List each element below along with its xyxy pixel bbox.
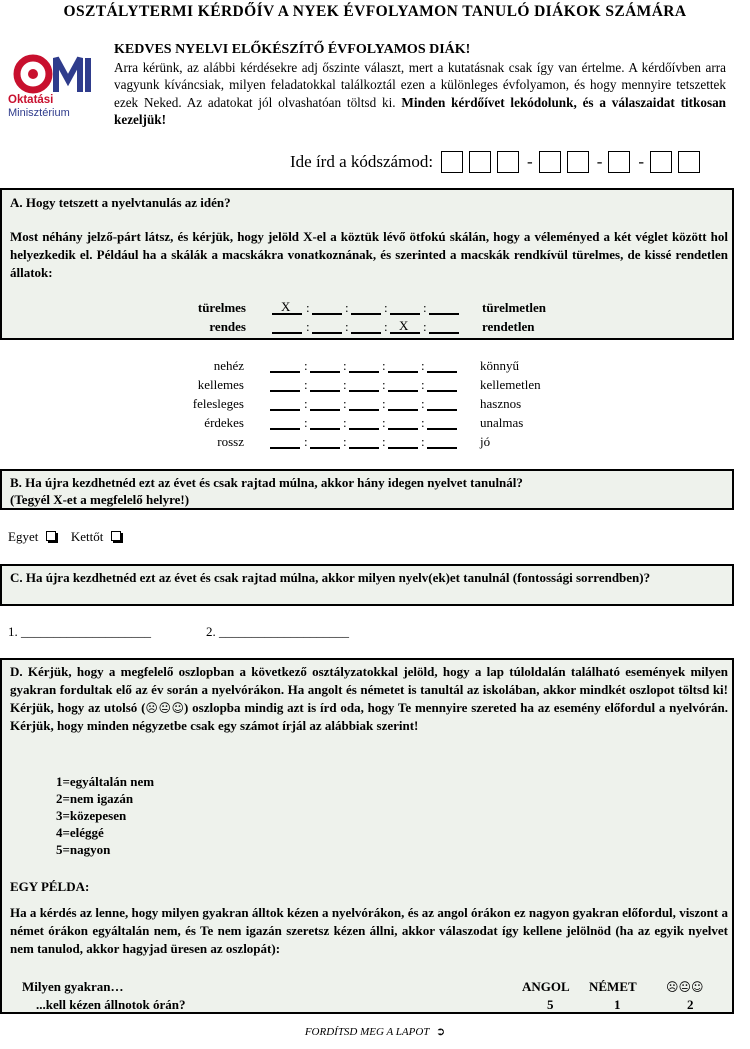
code-box[interactable] — [608, 151, 630, 173]
scale-blank[interactable] — [388, 371, 418, 373]
section-a-title: A. Hogy tetszett a nyelvtanulás az idén? — [10, 195, 231, 210]
scale-left-label: felesleges — [192, 396, 244, 411]
scale-blank[interactable] — [270, 409, 300, 411]
rating-scales — [0, 358, 734, 458]
section-c — [0, 564, 734, 606]
code-box[interactable] — [539, 151, 561, 173]
scale-colon: : — [382, 358, 386, 373]
scale-colon: : — [382, 415, 386, 430]
scale-left-label: kellemes — [197, 377, 244, 392]
rating-scale-row — [0, 415, 734, 433]
code-separator: - — [527, 152, 533, 171]
section-d-text-2: ) oszlopba mindig azt is írd oda, hogy Te mennyire szereted ha az esemény előfordul a nyelvórán. Kérjük, hogy minden négyzetbe csak egy számot írjál az alábbiak szerint! — [10, 700, 729, 733]
scale-blank[interactable] — [270, 447, 300, 449]
rating-scale-row — [0, 358, 734, 376]
code-separator: - — [638, 152, 645, 171]
scale-blank — [429, 313, 459, 315]
section-c-field-2[interactable]: 2. ____________________ — [206, 624, 349, 639]
code-number-row — [290, 148, 706, 176]
scale-blank[interactable] — [310, 428, 340, 430]
scale-blank[interactable] — [427, 428, 457, 430]
scale-blank — [429, 332, 459, 334]
scale-blank[interactable] — [388, 428, 418, 430]
example-question-line1: Milyen gyakran… — [22, 979, 124, 994]
scale-item: 5=nagyon — [56, 842, 111, 857]
section-b-subtitle: (Tegyél X-et a megfelelő helyre!) — [10, 492, 190, 507]
scale-left-label: türelmes — [197, 300, 246, 315]
scale-colon: : — [382, 396, 386, 411]
scale-left-label: nehéz — [213, 358, 244, 373]
scale-colon: : — [421, 377, 425, 392]
scale-blank — [272, 299, 302, 315]
scale-blank[interactable] — [349, 409, 379, 411]
scale-right-label: kellemetlen — [480, 377, 541, 392]
example-heading: EGY PÉLDA: — [10, 879, 90, 894]
answer-angol: 5 — [547, 997, 554, 1012]
scale-blank[interactable] — [270, 390, 300, 392]
scale-item: 1=egyáltalán nem — [56, 774, 155, 789]
scale-colon: : — [382, 434, 386, 449]
scale-blank — [390, 318, 420, 334]
section-b-title: B. Ha újra kezdhetnéd ezt az évet és csak rajtad múlna, akkor hány idegen nyelvet tanulnál? — [10, 475, 523, 490]
scale-blank[interactable] — [388, 409, 418, 411]
section-b-options — [8, 529, 121, 545]
section-d-instructions — [10, 663, 728, 735]
scale-colon: : — [345, 319, 349, 334]
scale-blank — [272, 332, 302, 334]
example-text: Ha a kérdés az lenne, hogy milyen gyakran álltok kézen a nyelvórákon, és az angol órákon ez nagyon gyakran előfordul, viszont a német órákon egyáltalán nem, és Te nem igazán szeretsz kézen állni, akkor válaszodat így kellene jelölnöd (ha az egyik nyelvet nem tanulod, akkor hagyjad üresen az oszlopát): — [10, 905, 728, 956]
scale-blank — [390, 313, 420, 315]
col-header-angol: ANGOL — [522, 979, 570, 994]
scale-right-label: könnyű — [480, 358, 519, 373]
scale-blank[interactable] — [427, 409, 457, 411]
scale-colon: : — [306, 300, 310, 315]
scale-colon: : — [421, 434, 425, 449]
section-a — [0, 188, 734, 340]
scale-blank — [351, 313, 381, 315]
scale-colon: : — [343, 377, 347, 392]
scale-item: 2=nem igazán — [56, 791, 134, 806]
turn-arrow-icon: ➲ — [435, 1025, 446, 1038]
scale-blank[interactable] — [427, 390, 457, 392]
scale-blank[interactable] — [388, 390, 418, 392]
intro-heading: KEDVES NYELVI ELŐKÉSZÍTŐ ÉVFOLYAMOS DIÁK! — [114, 42, 471, 57]
example-scale-row — [2, 300, 736, 318]
section-d — [0, 658, 734, 1014]
scale-blank[interactable] — [270, 371, 300, 373]
scale-colon: : — [306, 319, 310, 334]
scale-blank[interactable] — [310, 371, 340, 373]
scale-colon: : — [384, 319, 388, 334]
rating-scale-row — [0, 396, 734, 414]
scale-blank[interactable] — [310, 390, 340, 392]
scale-blank — [312, 313, 342, 315]
scale-colon: : — [384, 300, 388, 315]
scale-colon: : — [382, 377, 386, 392]
code-box[interactable] — [567, 151, 589, 173]
scale-mark: X — [399, 318, 409, 333]
scale-blank — [312, 332, 342, 334]
scale-left-label: rendes — [209, 319, 246, 334]
scale-colon: : — [421, 396, 425, 411]
scale-left-label: rossz — [217, 434, 244, 449]
scale-colon: : — [345, 300, 349, 315]
code-box[interactable] — [469, 151, 491, 173]
example-scale-row — [2, 319, 736, 337]
scale-item: 3=közepesen — [56, 808, 127, 823]
footer — [0, 1025, 750, 1038]
scale-right-label: rendetlen — [482, 319, 535, 334]
scale-blank[interactable] — [310, 409, 340, 411]
scale-blank[interactable] — [349, 371, 379, 373]
example-question-line2: ...kell kézen állnotok órán? — [36, 997, 186, 1012]
scale-blank[interactable] — [270, 428, 300, 430]
scale-colon: : — [304, 396, 308, 411]
scale-right-label: unalmas — [480, 415, 524, 430]
intro-body: Arra kérünk, az alábbi kérdésekre adj őszinte választ, mert a kutatásnak csak így van értelme. A kérdőívben arra vagyunk kíváncsiak, milyen feladatokkal találkoztál ezen a különleges évfolyamon, és hogy mennyire tetszettek ezek Neked. Az adatokat jól olvashatóan töltsd ki. — [114, 59, 726, 110]
code-box[interactable] — [497, 151, 519, 173]
scale-blank[interactable] — [427, 371, 457, 373]
faces-icon: ☹😐☺ — [145, 701, 185, 715]
scale-colon: : — [304, 434, 308, 449]
code-separator: - — [596, 152, 603, 171]
code-box[interactable] — [441, 151, 463, 173]
answer-faces: 2 — [687, 997, 694, 1012]
scale-colon: : — [421, 415, 425, 430]
section-d-text-1: D. Kérjük, hogy a megfelelő oszlopban a következő osztályzatokkal jelöld, hogy a lap túloldalán található események milyen gyakran fordultak elő az év során a nyelvórákon. Ha angolt és németet is tanultál az iskolában, akkor mindkét oszlopot töltsd ki! Kérjük, hogy az utolsó ( — [10, 664, 728, 715]
section-c-field-1[interactable]: 1. ____________________ — [8, 624, 151, 639]
scale-right-label: jó — [480, 434, 491, 449]
footer-text: FORDÍTSD MEG A LAPOT — [304, 1026, 430, 1038]
scale-colon: : — [343, 415, 347, 430]
scale-colon: : — [304, 358, 308, 373]
scale-blank[interactable] — [310, 447, 340, 449]
code-box[interactable] — [678, 151, 700, 173]
scale-colon: : — [304, 377, 308, 392]
faces-icon: ☹😐☺ — [666, 980, 704, 994]
om-logo-icon — [8, 54, 104, 96]
checkbox-two[interactable] — [111, 531, 121, 541]
scale-right-label: hasznos — [480, 396, 522, 411]
frequency-scale-list — [56, 773, 154, 858]
scale-colon: : — [343, 396, 347, 411]
scale-colon: : — [304, 415, 308, 430]
section-a-instructions: Most néhány jelző-párt látsz, és kérjük, hogy jelöld X-el a köztük lévő ötfokú skálán, hogy a véleményed a két véglet között hol helyezkedik el. Például ha a skálák a macskákra vonatkoznának, és szerinted a macskák rendkívül türelmes, de kissé rendetlen állatok: — [10, 229, 728, 280]
intro-text — [114, 41, 726, 129]
scale-item: 4=eléggé — [56, 825, 104, 840]
checkbox-one[interactable] — [46, 531, 56, 541]
scale-left-label: érdekes — [204, 415, 244, 430]
option-two-label: Kettőt — [70, 529, 104, 544]
page-title: OSZTÁLYTERMI KÉRDŐÍV A NYEK ÉVFOLYAMON TANULÓ DIÁKOK SZÁMÁRA — [63, 3, 687, 20]
scale-blank[interactable] — [349, 447, 379, 449]
rating-scale-row — [0, 377, 734, 395]
code-label: Ide írd a kódszámod: — [290, 152, 434, 171]
scale-colon: : — [343, 358, 347, 373]
example-question — [22, 978, 186, 1014]
scale-blank[interactable] — [388, 447, 418, 449]
section-c-title: C. Ha újra kezdhetnéd ezt az évet és csak rajtad múlna, akkor milyen nyelv(ek)et tanulnál (fontossági sorrendben)? — [10, 570, 651, 585]
ministry-logo — [8, 54, 104, 132]
scale-blank[interactable] — [349, 390, 379, 392]
col-header-nemet: NÉMET — [589, 979, 637, 994]
section-b — [0, 469, 734, 510]
code-box[interactable] — [650, 151, 672, 173]
logo-line2: Minisztérium — [8, 107, 70, 119]
logo-line1: Oktatási — [8, 94, 54, 106]
scale-colon: : — [423, 319, 427, 334]
scale-colon: : — [421, 358, 425, 373]
scale-blank[interactable] — [427, 447, 457, 449]
rating-scale-row — [0, 434, 734, 452]
answer-nemet: 1 — [614, 997, 621, 1012]
scale-blank — [351, 332, 381, 334]
scale-blank[interactable] — [349, 428, 379, 430]
scale-mark: X — [281, 299, 291, 314]
scale-colon: : — [343, 434, 347, 449]
option-one-label: Egyet — [8, 529, 39, 544]
scale-colon: : — [423, 300, 427, 315]
scale-right-label: türelmetlen — [482, 300, 547, 315]
intro-bold: Minden kérdőívet lekódolunk, és a válaszaidat titkosan kezeljük! — [114, 94, 727, 128]
